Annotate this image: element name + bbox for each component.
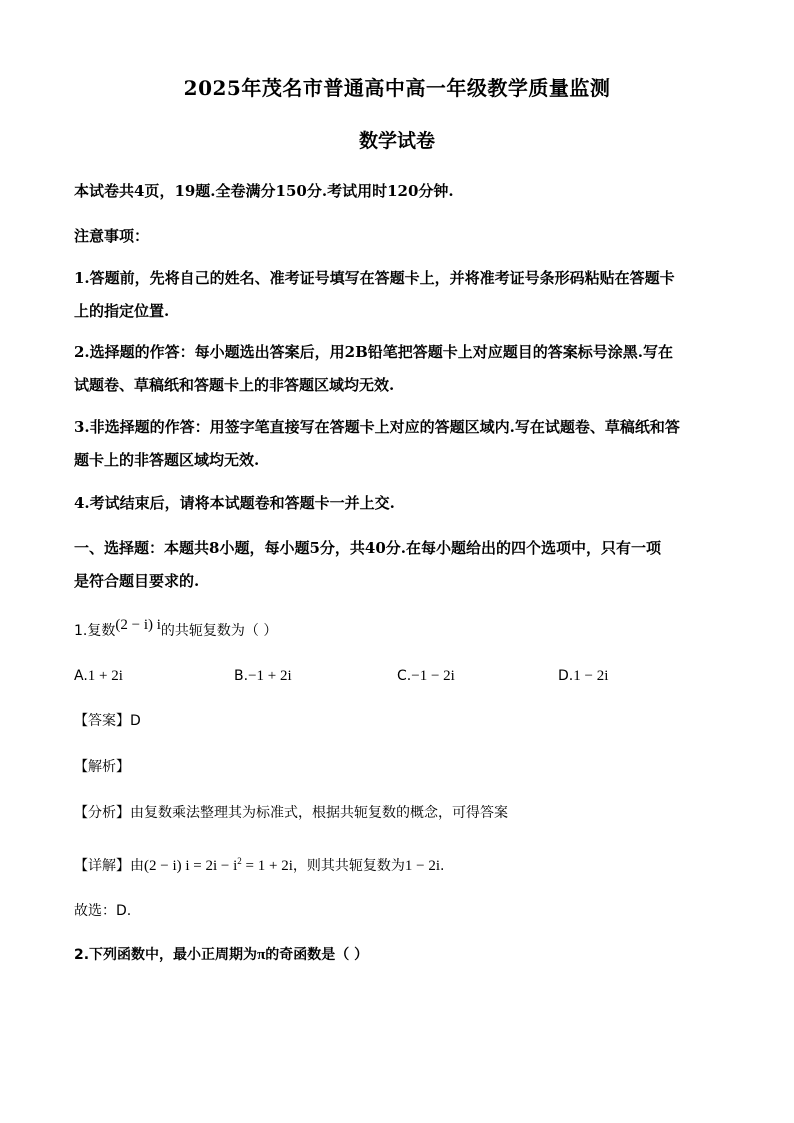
section-heading bbox=[74, 532, 724, 598]
notice-item-4: 4.考试结束后，请将本试题卷和答题卡一并上交. bbox=[74, 494, 395, 512]
option-label: A. bbox=[74, 668, 88, 684]
option-value: 1 + 2i bbox=[87, 668, 123, 684]
option-label: B. bbox=[234, 668, 249, 684]
page-subtitle: 数学试卷 bbox=[358, 130, 435, 152]
q1-answer bbox=[74, 710, 724, 732]
notice-item-2-line2: 试题卷、草稿纸和答题卡上的非答题区域均无效. bbox=[74, 376, 395, 394]
detail-expression bbox=[144, 858, 293, 874]
q1-option-c bbox=[397, 668, 455, 685]
section-heading-line2: 是符合题目要求的. bbox=[74, 572, 200, 590]
q2-pre: 2.下列函数中，最小正周期为 bbox=[74, 947, 258, 963]
q1-prefix: 1.复数 bbox=[74, 623, 116, 639]
q1-option-b bbox=[234, 668, 292, 685]
q2-post: 的奇函数是（ ） bbox=[265, 947, 369, 963]
q1-fenxi bbox=[74, 802, 724, 824]
detail-exponent: 2 bbox=[237, 856, 242, 866]
detail-label: 【详解】 bbox=[74, 858, 130, 874]
notice-item-3 bbox=[74, 411, 724, 477]
option-value: −1 + 2i bbox=[248, 668, 292, 684]
answer-label: 【答案】 bbox=[74, 713, 130, 729]
option-value: −1 − 2i bbox=[411, 668, 455, 684]
q1-suffix: 的共轭复数为（ ） bbox=[160, 623, 278, 639]
option-label: D. bbox=[558, 668, 574, 684]
notice-item-1 bbox=[74, 262, 724, 328]
fenxi-label: 【分析】 bbox=[74, 805, 130, 821]
pi-symbol: π bbox=[257, 947, 266, 963]
detail-mid: ，则其共轭复数为 bbox=[292, 858, 405, 874]
q1-option-a bbox=[74, 668, 123, 685]
q1-detail bbox=[74, 850, 724, 877]
notice-heading: 注意事项： bbox=[74, 227, 150, 245]
q1-expression: (2 − i) i bbox=[115, 617, 161, 633]
question-1 bbox=[74, 617, 724, 642]
detail-expr-part1: (2 − i) i = 2i − i bbox=[144, 858, 238, 874]
notice-item-2 bbox=[74, 336, 724, 402]
page-title: 2025年茂名市普通高中高一年级教学质量监测 bbox=[183, 76, 611, 100]
option-value: 1 − 2i bbox=[573, 668, 609, 684]
notice-item-2-line1: 2.选择题的作答：每小题选出答案后，用2B铅笔把答题卡上对应题目的答案标号涂黑.写在 bbox=[74, 343, 674, 361]
answer-value: D bbox=[130, 713, 141, 729]
detail-expr-part2: = 1 + 2i bbox=[241, 858, 293, 874]
detail-result: 1 − 2i bbox=[404, 858, 441, 874]
notice-item-1-line1: 1.答题前，先将自己的姓名、准考证号填写在答题卡上，并将准考证号条形码粘贴在答题卡 bbox=[74, 269, 675, 287]
fenxi-text: 由复数乘法整理其为标准式，根据共轭复数的概念，可得答案 bbox=[130, 805, 508, 821]
notice-item-3-line2: 题卡上的非答题区域均无效. bbox=[74, 451, 260, 469]
detail-pre: 由 bbox=[130, 858, 144, 874]
q1-option-d bbox=[558, 668, 608, 685]
notice-item-3-line1: 3.非选择题的作答：用签字笔直接写在答题卡上对应的答题区域内.写在试题卷、草稿纸和答 bbox=[74, 418, 680, 436]
option-label: C. bbox=[397, 668, 412, 684]
q1-conclusion: 故选：D. bbox=[74, 903, 132, 919]
exam-intro: 本试卷共4页，19题.全卷满分150分.考试用时120分钟. bbox=[74, 182, 454, 200]
section-heading-line1: 一、选择题：本题共8小题，每小题5分，共40分.在每小题给出的四个选项中，只有一项 bbox=[74, 539, 661, 557]
question-2 bbox=[74, 944, 724, 966]
notice-item-1-line2: 上的指定位置. bbox=[74, 302, 170, 320]
q1-analysis-label: 【解析】 bbox=[74, 759, 130, 775]
detail-end: . bbox=[440, 858, 445, 874]
